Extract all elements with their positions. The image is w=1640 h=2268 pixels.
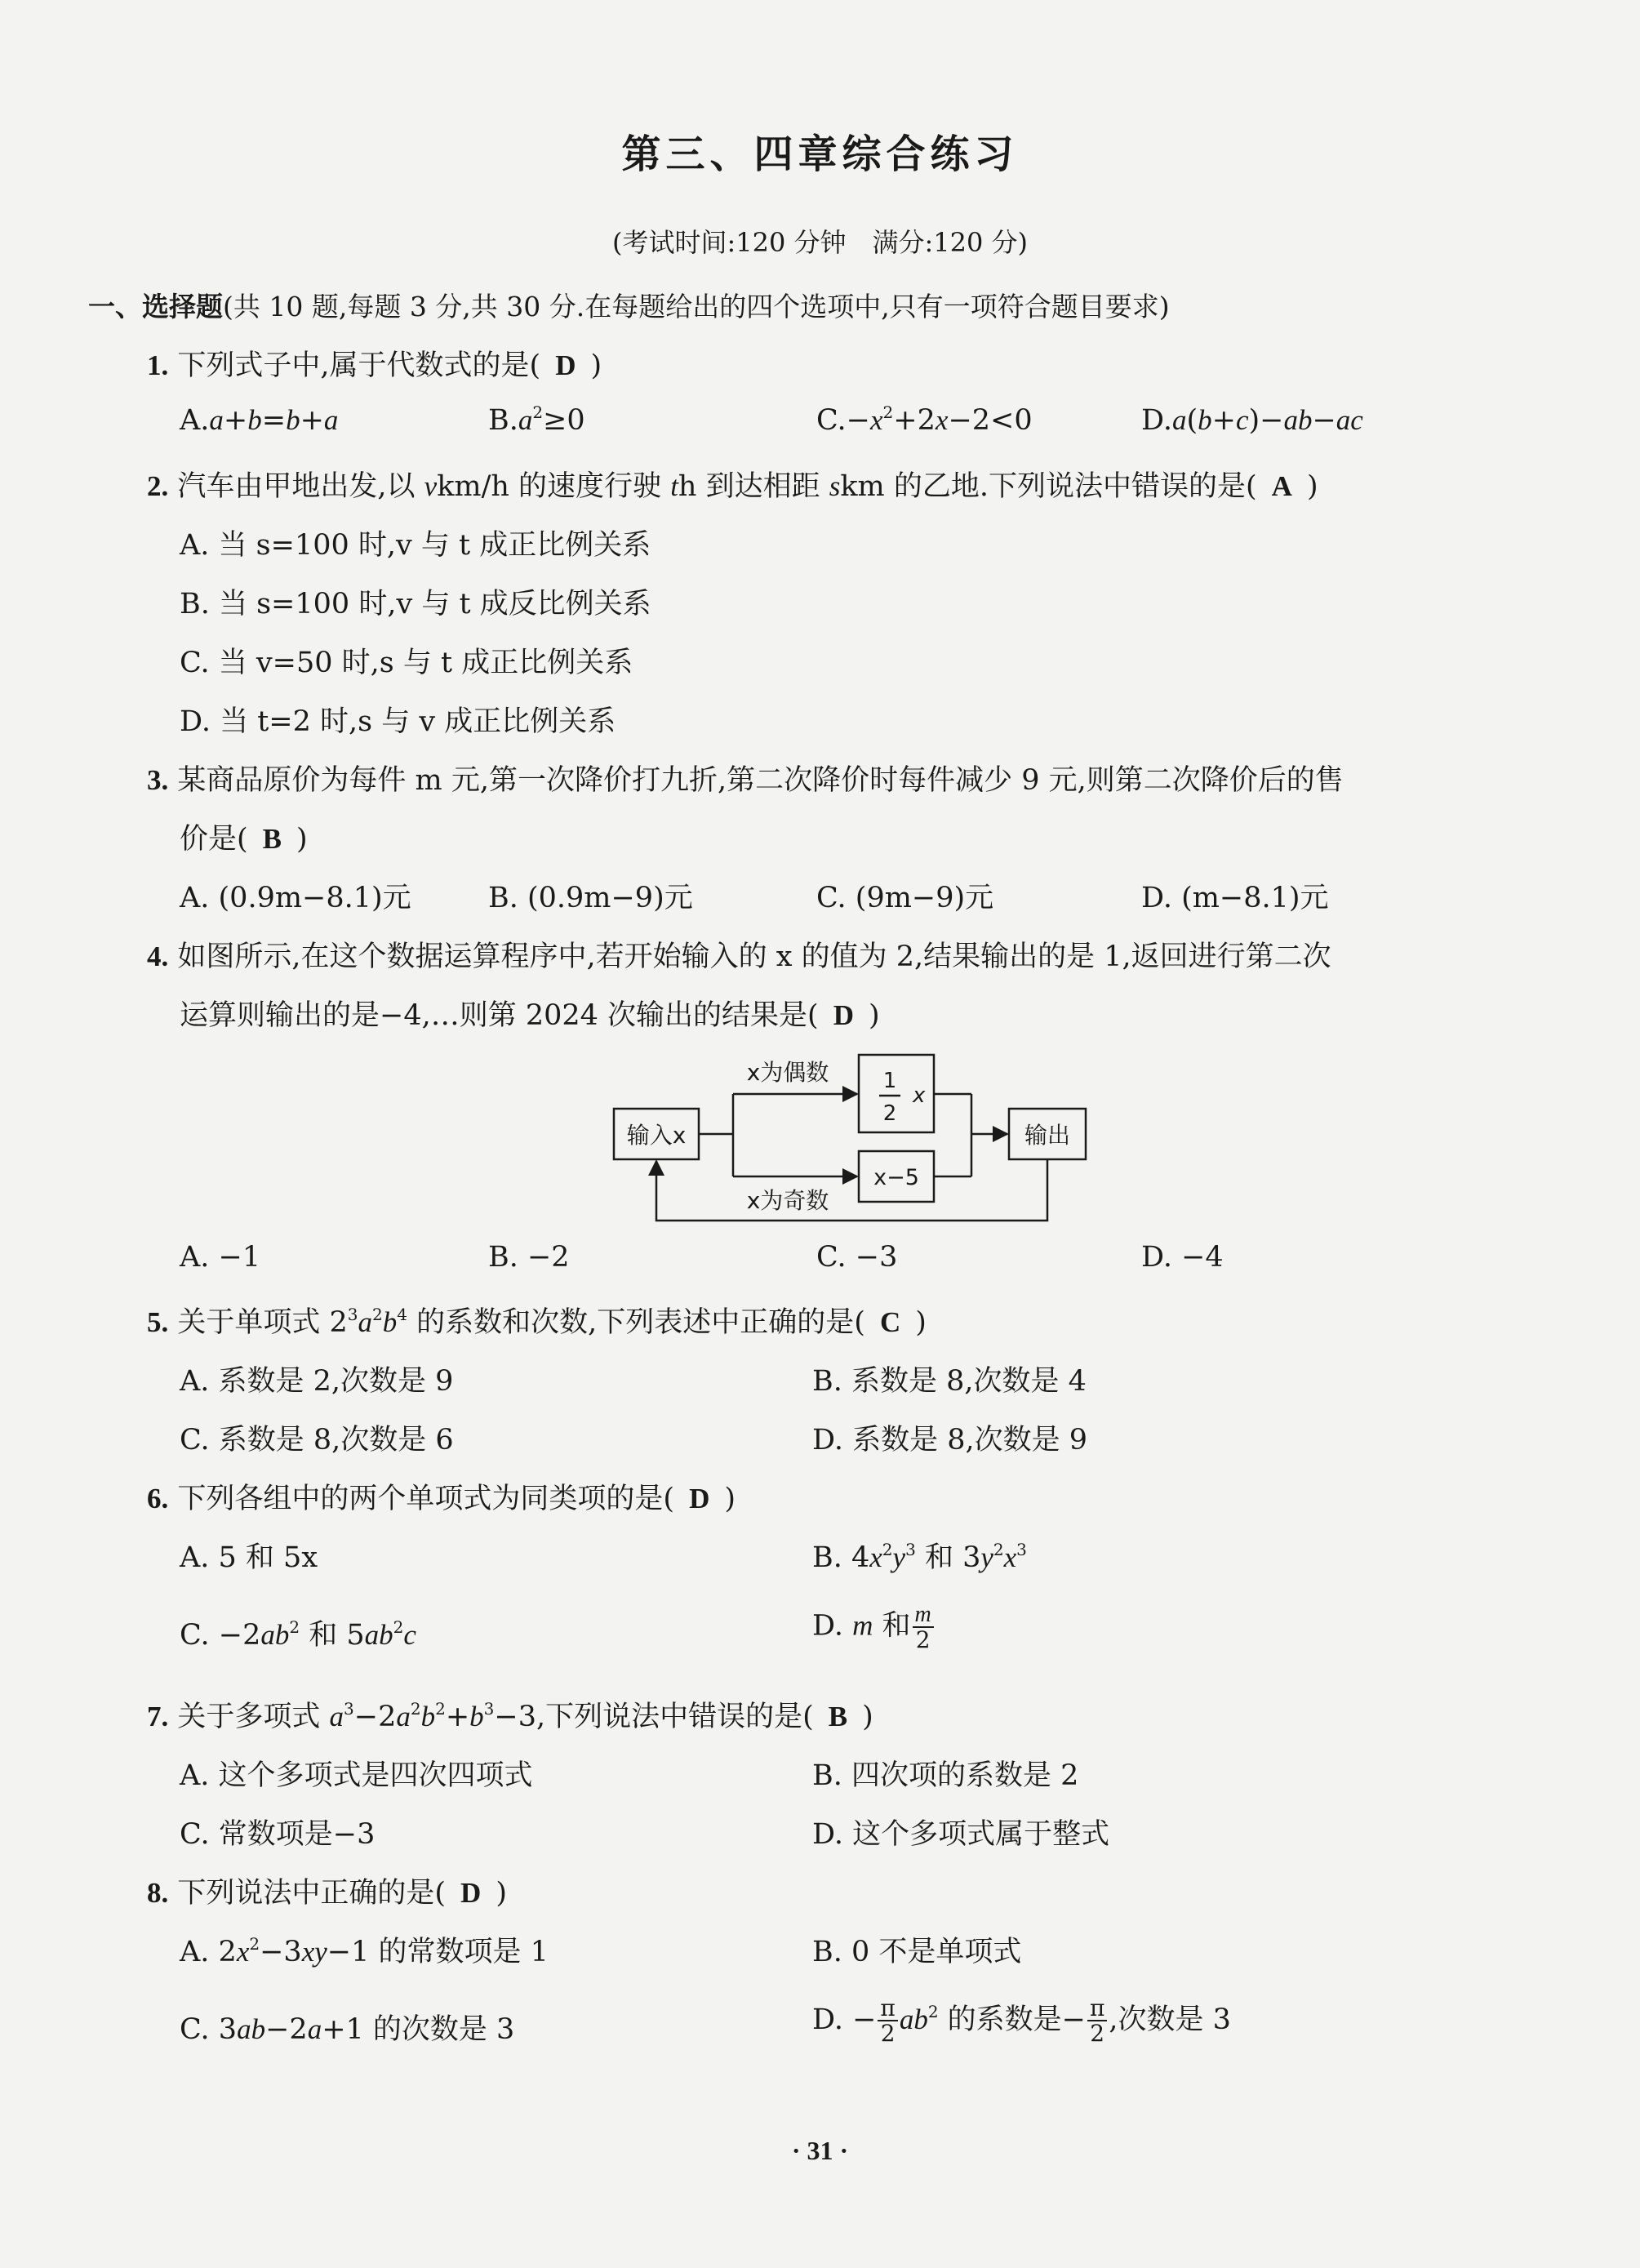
option-1a: A.a+b=b+a: [180, 404, 339, 437]
option-6b: B. $4x^2y^3$ 和 $3y^2x^3$: [812, 1540, 1027, 1574]
question-4: 4. 如图所示,在这个数据运算程序中,若开始输入的 x 的值为 2,结果输出的是 1,返回进行第二次: [147, 941, 1331, 973]
option-2d: D. 当 t=2 时,s 与 v 成正比例关系: [180, 705, 616, 738]
even-op-denominator: 2: [882, 1101, 897, 1126]
option-4a: A. −1: [180, 1241, 261, 1274]
option-4c: C. −3: [816, 1241, 898, 1274]
exam-info: (考试时间:120 分钟 满分:120 分): [611, 227, 1029, 258]
even-label: x为偶数: [746, 1059, 829, 1086]
page-title: 第三、四章综合练习: [621, 131, 1019, 177]
option-2b: B. 当 s=100 时,v 与 t 成反比例关系: [180, 588, 651, 620]
option-7b: B. 四次项的系数是 2: [812, 1759, 1079, 1792]
answer-mark: A: [1271, 470, 1292, 502]
even-op-variable: x: [913, 1083, 926, 1108]
option-1d: D.a(b+c)−ab−ac: [1141, 404, 1363, 437]
question-6: 6. 下列各组中的两个单项式为同类项的是( D ): [147, 1483, 736, 1515]
question-7: 7. 关于多项式 $a^3-2a^2b^2+b^3-3$,下列说法中错误的是( B ): [147, 1699, 873, 1733]
option-3c: C. (9m−9)元: [816, 882, 994, 914]
option-1c: $C.-x^2+2x-2<0$: [816, 402, 1033, 437]
output-label: 输出: [1024, 1122, 1071, 1149]
question-5: 5. 关于单项式 $2^3a^2b^4$ 的系数和次数,下列表述中正确的是( C ): [147, 1305, 927, 1339]
option-5c: C. 系数是 8,次数是 6: [180, 1424, 454, 1456]
answer-mark: D: [833, 999, 854, 1031]
option-5a: A. 系数是 2,次数是 9: [180, 1365, 454, 1398]
option-3a: A. (0.9m−8.1)元: [180, 882, 411, 914]
question-3: 3. 某商品原价为每件 m 元,第一次降价打九折,第二次降价时每件减少 9 元,则第二次降价后的售: [147, 764, 1344, 797]
option-4b: B. −2: [488, 1241, 570, 1274]
odd-label: x为奇数: [746, 1187, 829, 1214]
option-3d: D. (m−8.1)元: [1141, 882, 1329, 914]
page-number: · 31 ·: [791, 2136, 849, 2165]
option-6c: C. $-2ab^2$ 和 $5ab^2c$: [180, 1617, 416, 1652]
question-number: 1.: [147, 349, 169, 381]
answer-mark: D: [460, 1877, 482, 1909]
option-5b: B. 系数是 8,次数是 4: [812, 1365, 1087, 1398]
option-5d: D. 系数是 8,次数是 9: [812, 1424, 1087, 1456]
section-note: (共 10 题,每题 3 分,共 30 分.在每题给出的四个选项中,只有一项符合题目要求): [223, 291, 1170, 322]
option-7d: D. 这个多项式属于整式: [812, 1818, 1110, 1851]
answer-mark: D: [555, 349, 576, 381]
answer-mark: C: [879, 1306, 901, 1338]
question-8: 8. 下列说法中正确的是( D ): [147, 1877, 507, 1910]
option-3b: B. (0.9m−9)元: [488, 882, 693, 914]
input-label: 输入x: [626, 1122, 687, 1149]
odd-op-label: x−5: [873, 1165, 919, 1190]
question-stem: 下列式子中,属于代数式的是(: [177, 349, 541, 382]
option-4d: D. −4: [1141, 1241, 1224, 1274]
option-7c: C. 常数项是−3: [180, 1818, 376, 1851]
even-op-numerator: 1: [882, 1069, 897, 1093]
option-6d: D. m 和 $\frac{m}{2}$: [812, 1602, 936, 1652]
option-2c: C. 当 v=50 时,s 与 t 成正比例关系: [180, 647, 633, 679]
answer-mark: D: [689, 1483, 710, 1514]
option-2a: A. 当 s=100 时,v 与 t 成正比例关系: [180, 529, 651, 562]
question-2: 2. 汽车由甲地出发,以 vkm/h 的速度行驶 th 到达相距 skm 的乙地.下列说法中错误的是( A ): [147, 470, 1318, 503]
option-6a: A. 5 和 5x: [180, 1541, 318, 1574]
question-3-line-2: 价是( B ): [180, 823, 308, 856]
answer-mark: B: [262, 823, 282, 855]
option-7a: A. 这个多项式是四次四项式: [180, 1759, 533, 1792]
option-8d: D. − $\frac{\pi}{2}$ $ab^2$ 的系数是− $\frac{\pi}{2}$ ,次数是 3: [812, 1995, 1231, 2048]
option-8c: C. 3ab−2a+1 的次数是 3: [180, 2013, 515, 2046]
section-label: 一、选择题: [88, 291, 223, 322]
question-1: 1. 下列式子中,属于代数式的是( D ): [147, 349, 602, 382]
option-8a: A. $2x^2-3xy-1$ 的常数项是 1: [180, 1934, 549, 1968]
option-8b: B. 0 不是单项式: [812, 1936, 1022, 1968]
question-4-line-2: 运算则输出的是−4,…则第 2024 次输出的结果是( D ): [180, 999, 880, 1032]
answer-mark: B: [828, 1701, 848, 1732]
option-1b: $B.a^2\ge 0$: [488, 402, 585, 437]
